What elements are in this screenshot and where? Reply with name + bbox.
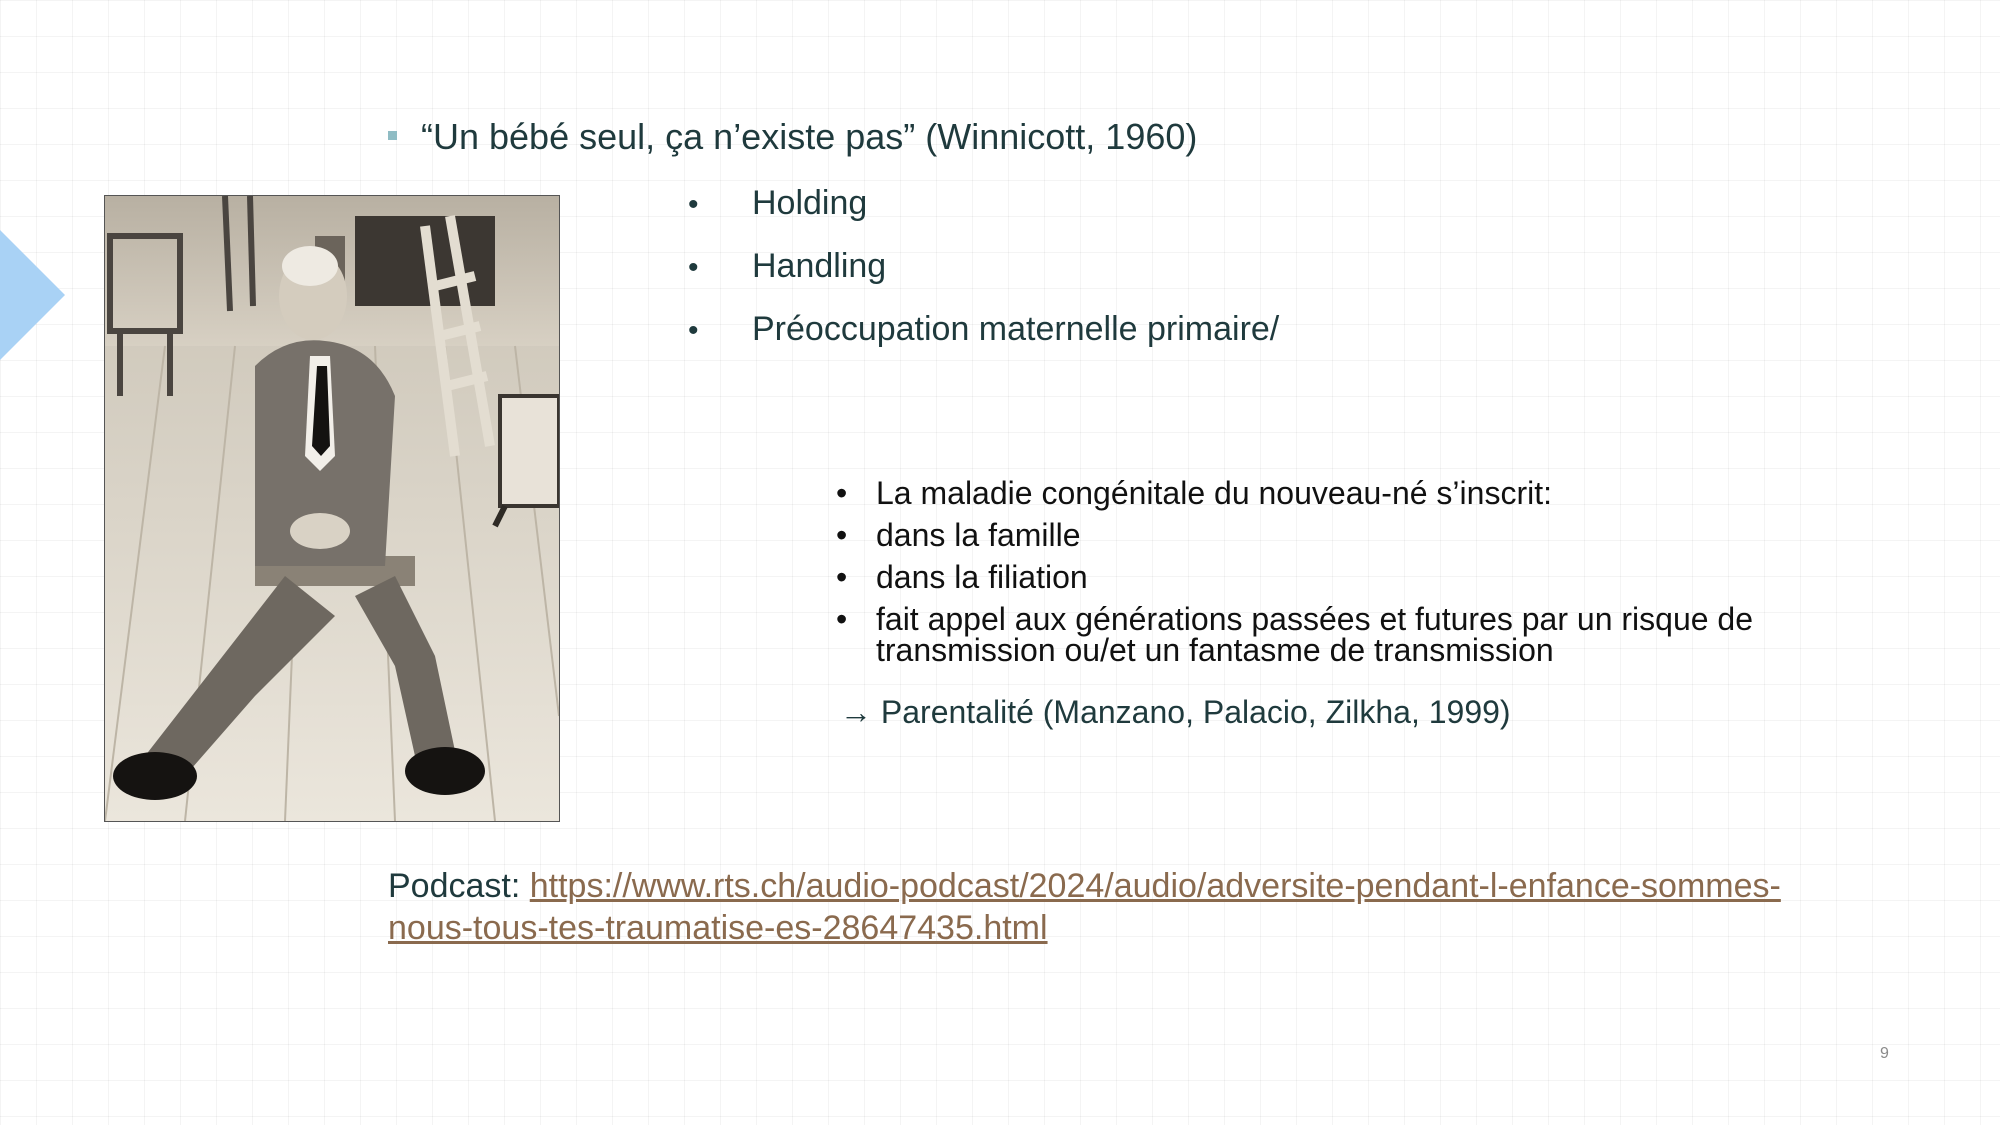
arrow-right-icon: →: [840, 694, 872, 730]
top-bullet: [388, 116, 1197, 158]
podcast-line: [388, 865, 1788, 949]
slide-decoration-arrow: [0, 230, 65, 360]
bullet-icon: •: [688, 314, 699, 347]
list-item: • La maladie congénitale du nouveau-né s’inscrit:: [836, 475, 1552, 511]
page-number: 9: [1880, 1045, 1889, 1062]
list-item: • Handling: [688, 243, 1279, 306]
list-item: • dans la filiation: [836, 559, 1088, 595]
bullet-icon: •: [688, 188, 699, 221]
square-bullet-icon: [388, 131, 397, 140]
top-bullet-text: “Un bébé seul, ça n’existe pas” (Winnicott, 1960): [421, 116, 1198, 157]
bullet-icon: •: [836, 475, 848, 511]
winnicott-concepts-list: [688, 180, 1279, 369]
list-item: • dans la famille: [836, 517, 1081, 553]
winnicott-photo: [104, 195, 560, 822]
bullet-icon: •: [836, 559, 848, 595]
podcast-label: Podcast:: [388, 867, 530, 905]
bullet-icon: •: [836, 601, 848, 637]
congenital-illness-list: [836, 475, 1896, 677]
bullet-icon: •: [836, 517, 848, 553]
list-item: • Préoccupation maternelle primaire/: [688, 306, 1279, 369]
podcast-link[interactable]: https://www.rts.ch/audio-podcast/2024/audio/adversite-pendant-l-enfance-sommes-nous-tous-tes-traumatise-es-28647435.html: [388, 867, 1781, 947]
list-item: • fait appel aux générations passées et futures par un risque de transmission ou/et un fantasme de transmission: [836, 601, 1754, 668]
parentalite-reference: → Parentalité (Manzano, Palacio, Zilkha, 1999): [840, 694, 1511, 730]
list-item: • Holding: [688, 180, 1279, 243]
bullet-icon: •: [688, 251, 699, 284]
